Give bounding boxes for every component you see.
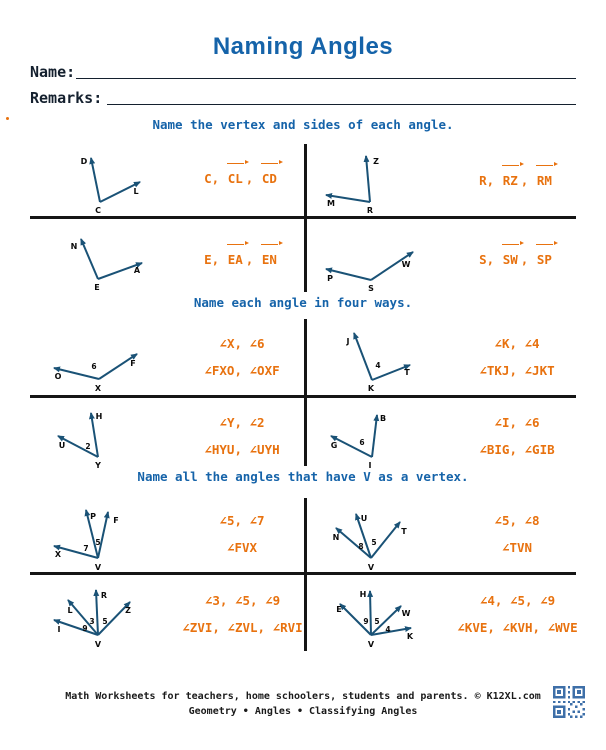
angle-number: 3 (89, 617, 95, 626)
point-label: D (80, 157, 88, 166)
angle-diagram-9 (54, 510, 119, 572)
vertex-label: V (367, 640, 375, 649)
point-label: N (332, 533, 340, 542)
angle-number: 6 (91, 362, 97, 371)
angle-number: 4 (375, 361, 381, 370)
vertex-label: Y (95, 461, 101, 470)
angle-number: 7 (83, 544, 89, 553)
angle-diagram-11 (54, 590, 131, 649)
vertex-label: V (94, 563, 102, 572)
answer-text: E, EA , EN (172, 245, 312, 273)
angle-ray (354, 333, 372, 380)
angle-number: 5 (102, 617, 108, 626)
angle-ray (91, 158, 100, 202)
footer-credit: Math Worksheets for teachers, home schoolers, students and parents. © K12XL.com (65, 691, 541, 702)
ray-notation: SW (502, 245, 521, 273)
angle-number: 9 (82, 624, 88, 633)
vertex-label: C (95, 206, 101, 215)
remarks-label: Remarks: (30, 89, 103, 107)
point-label: H (359, 590, 367, 599)
angle-number: 5 (371, 538, 377, 547)
point-label: N (70, 242, 78, 251)
point-label: F (113, 516, 119, 525)
point-label: A (133, 266, 141, 275)
answer-text: ∠5, ∠8 ∠TVN (494, 513, 540, 555)
ray-notation: CL (227, 164, 246, 192)
answer-text: ∠X, ∠6 ∠FXO, ∠OXF (204, 336, 280, 378)
point-label: L (67, 606, 73, 615)
vertex-label: I (368, 461, 372, 470)
vertex-label: V (367, 563, 375, 572)
point-label: Z (125, 606, 131, 615)
angle-ray (366, 156, 370, 202)
answer-text: ∠Y, ∠2 ∠HYU, ∠UYH (204, 415, 280, 457)
angle-diagram-12 (336, 590, 414, 649)
point-label: K (406, 632, 414, 641)
point-label: O (54, 372, 62, 381)
point-label: T (404, 368, 410, 377)
point-label: U (58, 441, 66, 450)
point-label: H (95, 412, 103, 421)
point-label: P (90, 512, 96, 521)
angle-diagram-4 (326, 252, 413, 293)
point-label: F (130, 359, 136, 368)
section-heading-vertex-sides: Name the vertex and sides of each angle. (152, 117, 454, 132)
answer-text: ∠I, ∠6 ∠BIG, ∠GIB (479, 415, 555, 457)
point-label: L (133, 187, 139, 196)
point-label: B (379, 414, 387, 423)
vertex-label: S (368, 284, 374, 293)
angle-diagram-10 (333, 514, 408, 572)
point-label: I (57, 625, 61, 634)
name-label: Name: (30, 63, 76, 81)
ray-notation: SP (536, 245, 555, 273)
ray-notation: EN (261, 245, 280, 273)
point-label: W (401, 260, 411, 269)
point-label: M (327, 199, 335, 208)
angle-diagram-3 (71, 239, 142, 292)
answer-text: C, CL , CD (172, 164, 312, 192)
angle-ray (372, 415, 377, 457)
point-label: J (346, 337, 350, 346)
point-label: R (100, 591, 108, 600)
answer-text: ∠K, ∠4 ∠TKJ, ∠JKT (479, 336, 555, 378)
angle-ray (98, 512, 108, 558)
angle-number: 4 (385, 625, 391, 634)
ray-notation: EA (227, 245, 246, 273)
section-heading-v-vertex: Name all the angles that have V as a vertex. (137, 469, 469, 484)
angle-number: 8 (358, 542, 364, 551)
angle-diagram-2 (326, 156, 379, 215)
vertex-label: V (94, 640, 102, 649)
point-label: W (401, 609, 411, 618)
ray-notation: RZ (502, 166, 521, 194)
answer-text: S, SW , SP (442, 245, 592, 273)
angle-diagram-6 (346, 333, 411, 393)
vertex-label: E (94, 283, 100, 292)
answer-text: R, RZ , RM (442, 166, 592, 194)
answer-text: ∠4, ∠5, ∠9 ∠KVE, ∠KVH, ∠WVE (457, 593, 578, 635)
answer-text: ∠3, ∠5, ∠9 ∠ZVI, ∠ZVL, ∠RVI (182, 593, 303, 635)
angle-ray (81, 239, 98, 279)
qr-code-icon (553, 686, 585, 718)
ray-notation: RM (536, 166, 555, 194)
vertex-label: R (366, 206, 374, 215)
vertex-label: X (94, 384, 102, 393)
angle-number: 2 (85, 442, 91, 451)
ray-notation: CD (261, 164, 280, 192)
point-label: P (327, 274, 333, 283)
point-label: T (401, 527, 407, 536)
angle-diagram-8 (331, 414, 386, 470)
angle-number: 6 (359, 438, 365, 447)
answer-text: ∠5, ∠7 ∠FVX (219, 513, 265, 555)
angle-ray (370, 591, 371, 635)
angle-ray (96, 590, 98, 635)
angle-diagram-5 (54, 354, 137, 393)
point-label: G (330, 441, 338, 450)
point-label: X (54, 550, 62, 559)
angle-number: 5 (374, 617, 380, 626)
footer-breadcrumb: Geometry • Angles • Classifying Angles (188, 706, 418, 717)
angle-number: 9 (363, 617, 369, 626)
point-label: E (336, 605, 342, 614)
vertex-label: K (367, 384, 375, 393)
page-title: Naming Angles (212, 33, 394, 60)
angle-diagram-1 (81, 157, 140, 215)
angle-diagram-7 (58, 412, 102, 470)
section-heading-four-ways: Name each angle in four ways. (193, 295, 413, 310)
point-label: Z (373, 157, 379, 166)
point-label: U (360, 514, 368, 523)
angle-number: 5 (95, 538, 101, 547)
